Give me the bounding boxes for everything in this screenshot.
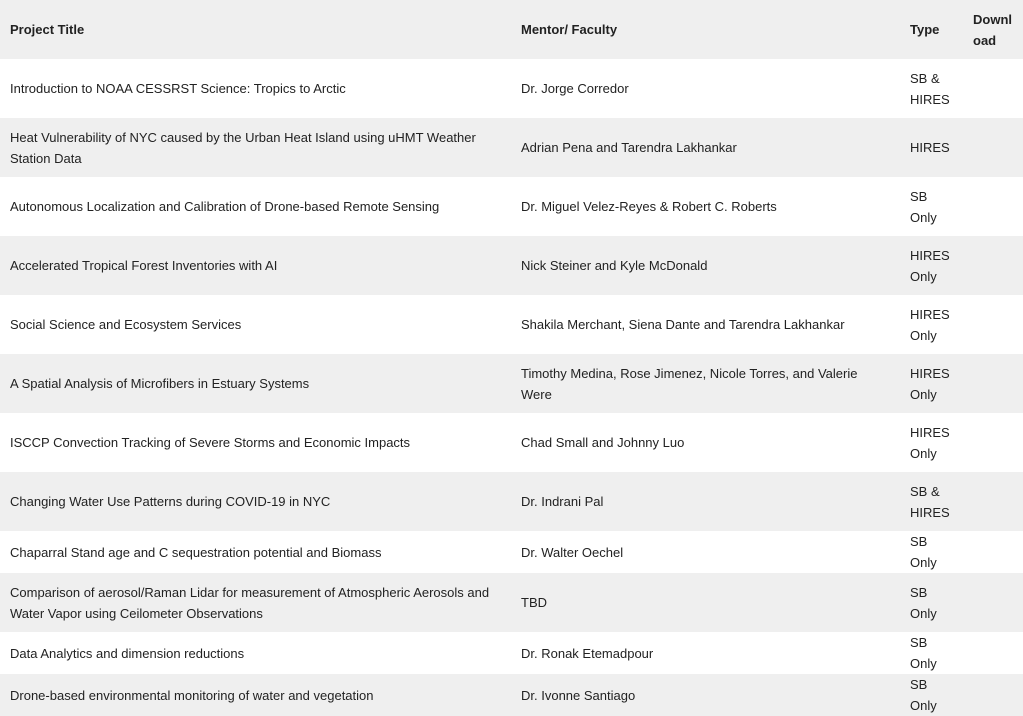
cell-type: HIRES Only — [910, 424, 950, 461]
cell-download[interactable] — [963, 674, 1023, 716]
table-row — [0, 236, 1023, 295]
table-header — [0, 0, 1023, 59]
table-row — [0, 472, 1023, 531]
header-download: Downl oad — [973, 11, 1012, 48]
cell-project-title: Changing Water Use Patterns during COVID-19 in NYC — [10, 494, 331, 509]
table-row — [0, 632, 1023, 674]
cell-project-title: Autonomous Localization and Calibration of Drone-based Remote Sensing — [10, 199, 440, 214]
cell-mentor: Dr. Ivonne Santiago — [521, 687, 636, 703]
table-row — [0, 674, 1023, 716]
cell-mentor: Adrian Pena and Tarendra Lakhankar — [521, 140, 737, 155]
header-type: Type — [910, 22, 940, 37]
cell-type: SB Only — [910, 584, 937, 621]
cell-project-title: Comparison of aerosol/Raman Lidar for measurement of Atmospheric Aerosols and Water Vapor using Ceilometer Observations — [10, 584, 490, 621]
cell-project-title: Accelerated Tropical Forest Inventories with AI — [10, 258, 278, 273]
cell-type: SB Only — [910, 188, 937, 225]
header-mentor-faculty: Mentor/ Faculty — [521, 22, 618, 37]
cell-project-title: Chaparral Stand age and C sequestration potential and Biomass — [10, 544, 382, 560]
cell-download[interactable] — [963, 472, 1023, 531]
cell-download[interactable] — [963, 354, 1023, 413]
cell-download[interactable] — [963, 236, 1023, 295]
cell-mentor: Dr. Miguel Velez-Reyes & Robert C. Roberts — [521, 199, 777, 214]
header-project-title: Project Title — [10, 22, 85, 37]
cell-project-title: Introduction to NOAA CESSRST Science: Tropics to Arctic — [10, 81, 346, 96]
cell-mentor: TBD — [521, 595, 547, 610]
cell-download[interactable] — [963, 531, 1023, 573]
table-row — [0, 177, 1023, 236]
cell-download[interactable] — [963, 177, 1023, 236]
cell-mentor: Dr. Indrani Pal — [521, 494, 604, 509]
table-row — [0, 295, 1023, 354]
table-row — [0, 413, 1023, 472]
table-row — [0, 573, 1023, 632]
table-row — [0, 59, 1023, 118]
cell-mentor: Dr. Ronak Etemadpour — [521, 645, 654, 661]
cell-type: SB Only — [910, 635, 937, 671]
cell-project-title: Drone-based environmental monitoring of water and vegetation — [10, 687, 374, 703]
cell-project-title: Social Science and Ecosystem Services — [10, 317, 242, 332]
cell-type: SB Only — [910, 534, 937, 570]
cell-project-title: ISCCP Convection Tracking of Severe Storms and Economic Impacts — [10, 435, 411, 450]
cell-project-title: Heat Vulnerability of NYC caused by the Urban Heat Island using uHMT Weather Station Data — [10, 129, 476, 166]
cell-mentor: Dr. Jorge Corredor — [521, 81, 629, 96]
cell-type: HIRES Only — [910, 247, 950, 284]
header-row — [0, 0, 1023, 59]
cell-project-title: Data Analytics and dimension reductions — [10, 645, 245, 661]
cell-type: SB Only — [910, 677, 937, 713]
cell-type: SB & HIRES — [910, 483, 950, 520]
cell-download[interactable] — [963, 59, 1023, 118]
cell-mentor: Nick Steiner and Kyle McDonald — [521, 258, 708, 273]
cell-mentor: Dr. Walter Oechel — [521, 544, 624, 560]
table-body — [0, 59, 1023, 716]
cell-download[interactable] — [963, 295, 1023, 354]
cell-project-title: A Spatial Analysis of Microfibers in Estuary Systems — [10, 376, 310, 391]
cell-type: HIRES Only — [910, 306, 950, 343]
cell-mentor: Timothy Medina, Rose Jimenez, Nicole Torres, and Valerie Were — [521, 365, 858, 402]
cell-download[interactable] — [963, 413, 1023, 472]
cell-type: HIRES Only — [910, 365, 950, 402]
cell-mentor: Chad Small and Johnny Luo — [521, 435, 685, 450]
cell-download[interactable] — [963, 632, 1023, 674]
table-row — [0, 118, 1023, 177]
cell-mentor: Shakila Merchant, Siena Dante and Tarendra Lakhankar — [521, 317, 845, 332]
cell-download[interactable] — [963, 118, 1023, 177]
table-row — [0, 531, 1023, 573]
cell-type: HIRES — [910, 140, 950, 155]
cell-download[interactable] — [963, 573, 1023, 632]
table-row — [0, 354, 1023, 413]
cell-type: SB & HIRES — [910, 70, 950, 107]
